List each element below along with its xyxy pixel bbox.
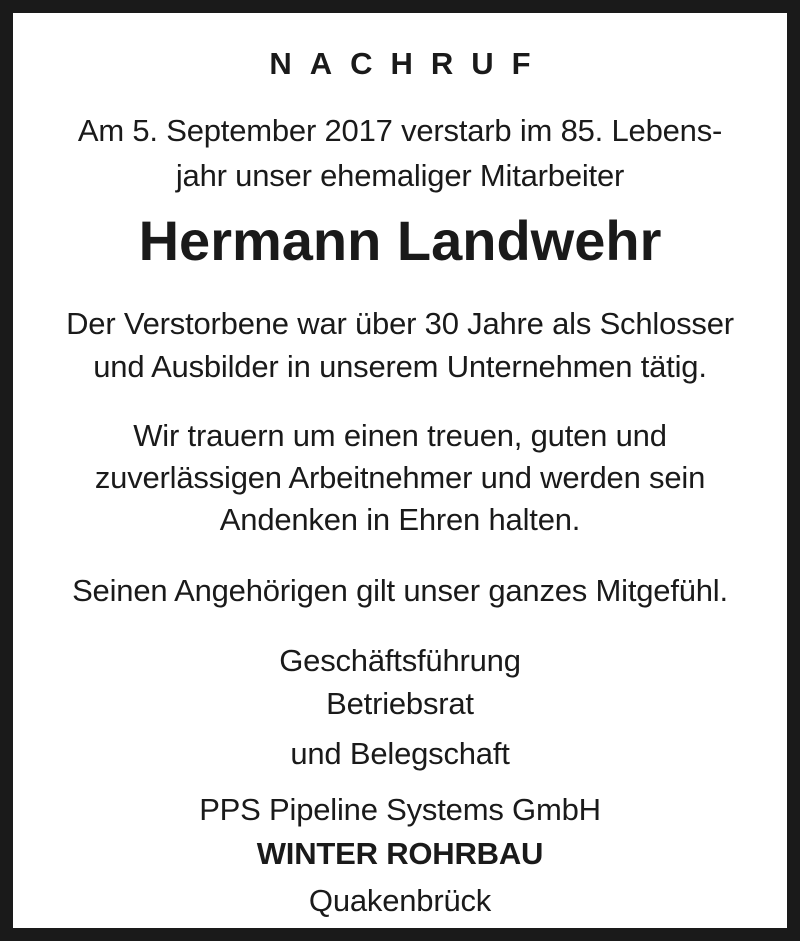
paragraph-1-line-2: und Ausbilder in unserem Unternehmen tätig. <box>93 349 707 384</box>
obituary-title: NACHRUF <box>269 46 549 81</box>
deceased-name: Hermann Landwehr <box>138 209 662 272</box>
signatory-works-council: Betriebsrat <box>326 686 474 721</box>
company-brand: WINTER ROHRBAU <box>256 836 544 871</box>
paragraph-2-line-2: zuverlässigen Arbeitnehmer und werden sein <box>94 460 706 495</box>
company-location: Quakenbrück <box>308 883 492 918</box>
signatory-staff: und Belegschaft <box>290 736 510 771</box>
paragraph-2-line-1: Wir trauern um einen treuen, guten und <box>133 418 667 453</box>
paragraph-1-line-1: Der Verstorbene war über 30 Jahre als Schlosser <box>66 306 734 341</box>
paragraph-2-line-3: Andenken in Ehren halten. <box>219 502 581 537</box>
intro-line-2: jahr unser ehemaliger Mitarbeiter <box>175 158 625 193</box>
paragraph-3-line-1: Seinen Angehörigen gilt unser ganzes Mitgefühl. <box>72 573 728 608</box>
signatory-management: Geschäftsführung <box>279 643 521 678</box>
company-name: PPS Pipeline Systems GmbH <box>199 792 601 827</box>
intro-line-1: Am 5. September 2017 verstarb im 85. Lebens- <box>77 113 723 148</box>
